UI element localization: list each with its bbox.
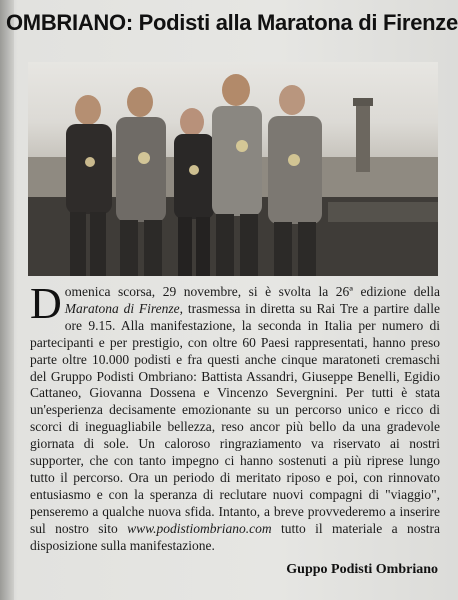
website-link[interactable]: www.podistiombriano.com <box>127 520 272 536</box>
page-edge-shadow <box>0 0 14 600</box>
group-photo <box>28 62 438 276</box>
article-text-1: omenica scorsa, 29 novembre, si è svolta la 26ª edizione della <box>64 284 440 299</box>
article-text-3: tutto il materiale a nostra disposizione sulla manifestazione. <box>30 520 440 553</box>
photo-illustration <box>28 62 438 276</box>
tower <box>356 102 370 172</box>
drop-cap: D <box>30 279 62 328</box>
headline: OMBRIANO: Podisti alla Maratona di Firenze <box>6 10 458 35</box>
event-name: Maratona di Firenze <box>64 300 180 316</box>
article-paragraph <box>30 279 440 555</box>
signature: Guppo Podisti Ombriano <box>286 562 438 577</box>
balustrade <box>328 202 438 222</box>
tower-top <box>353 98 373 106</box>
article-text-2: , trasmessa in diretta su Rai Tre a partire dalle ore 9.15. Alla manifestazione, la seconda in Italia per numero di partecipanti e per prestigio, con oltre 60 Paesi rappresentati, hanno preso parte oltre 10.000 podisti e fra questi anche cinque maratoneti cremaschi del Gruppo Podisti Ombriano: Battista Assandri, Giuseppe Benelli, Egidio Cattaneo, Giovanna Dossena e Vincenzo Severgnini. Per tutti è stata un'esperienza decisamente emozionante su un percorso unico e ricco di scorci di ineguagliabile bellezza, reso ancor più bello da una gradevole giornata di sole. Un caloroso ringraziamento va riservato ai nostri supporter, che con tanto impegno ci hanno sostenuti a più riprese lungo tutto il percorso. Ora un periodo di meritato riposo e poi, con rinnovato entusiasmo e con la speranza di reclutare nuovi compagni di "viaggio", penseremo a qualche nuova sfida. Intanto, a breve provvederemo a inserire sul nostro sito <box>30 300 440 536</box>
article-body <box>30 279 440 555</box>
